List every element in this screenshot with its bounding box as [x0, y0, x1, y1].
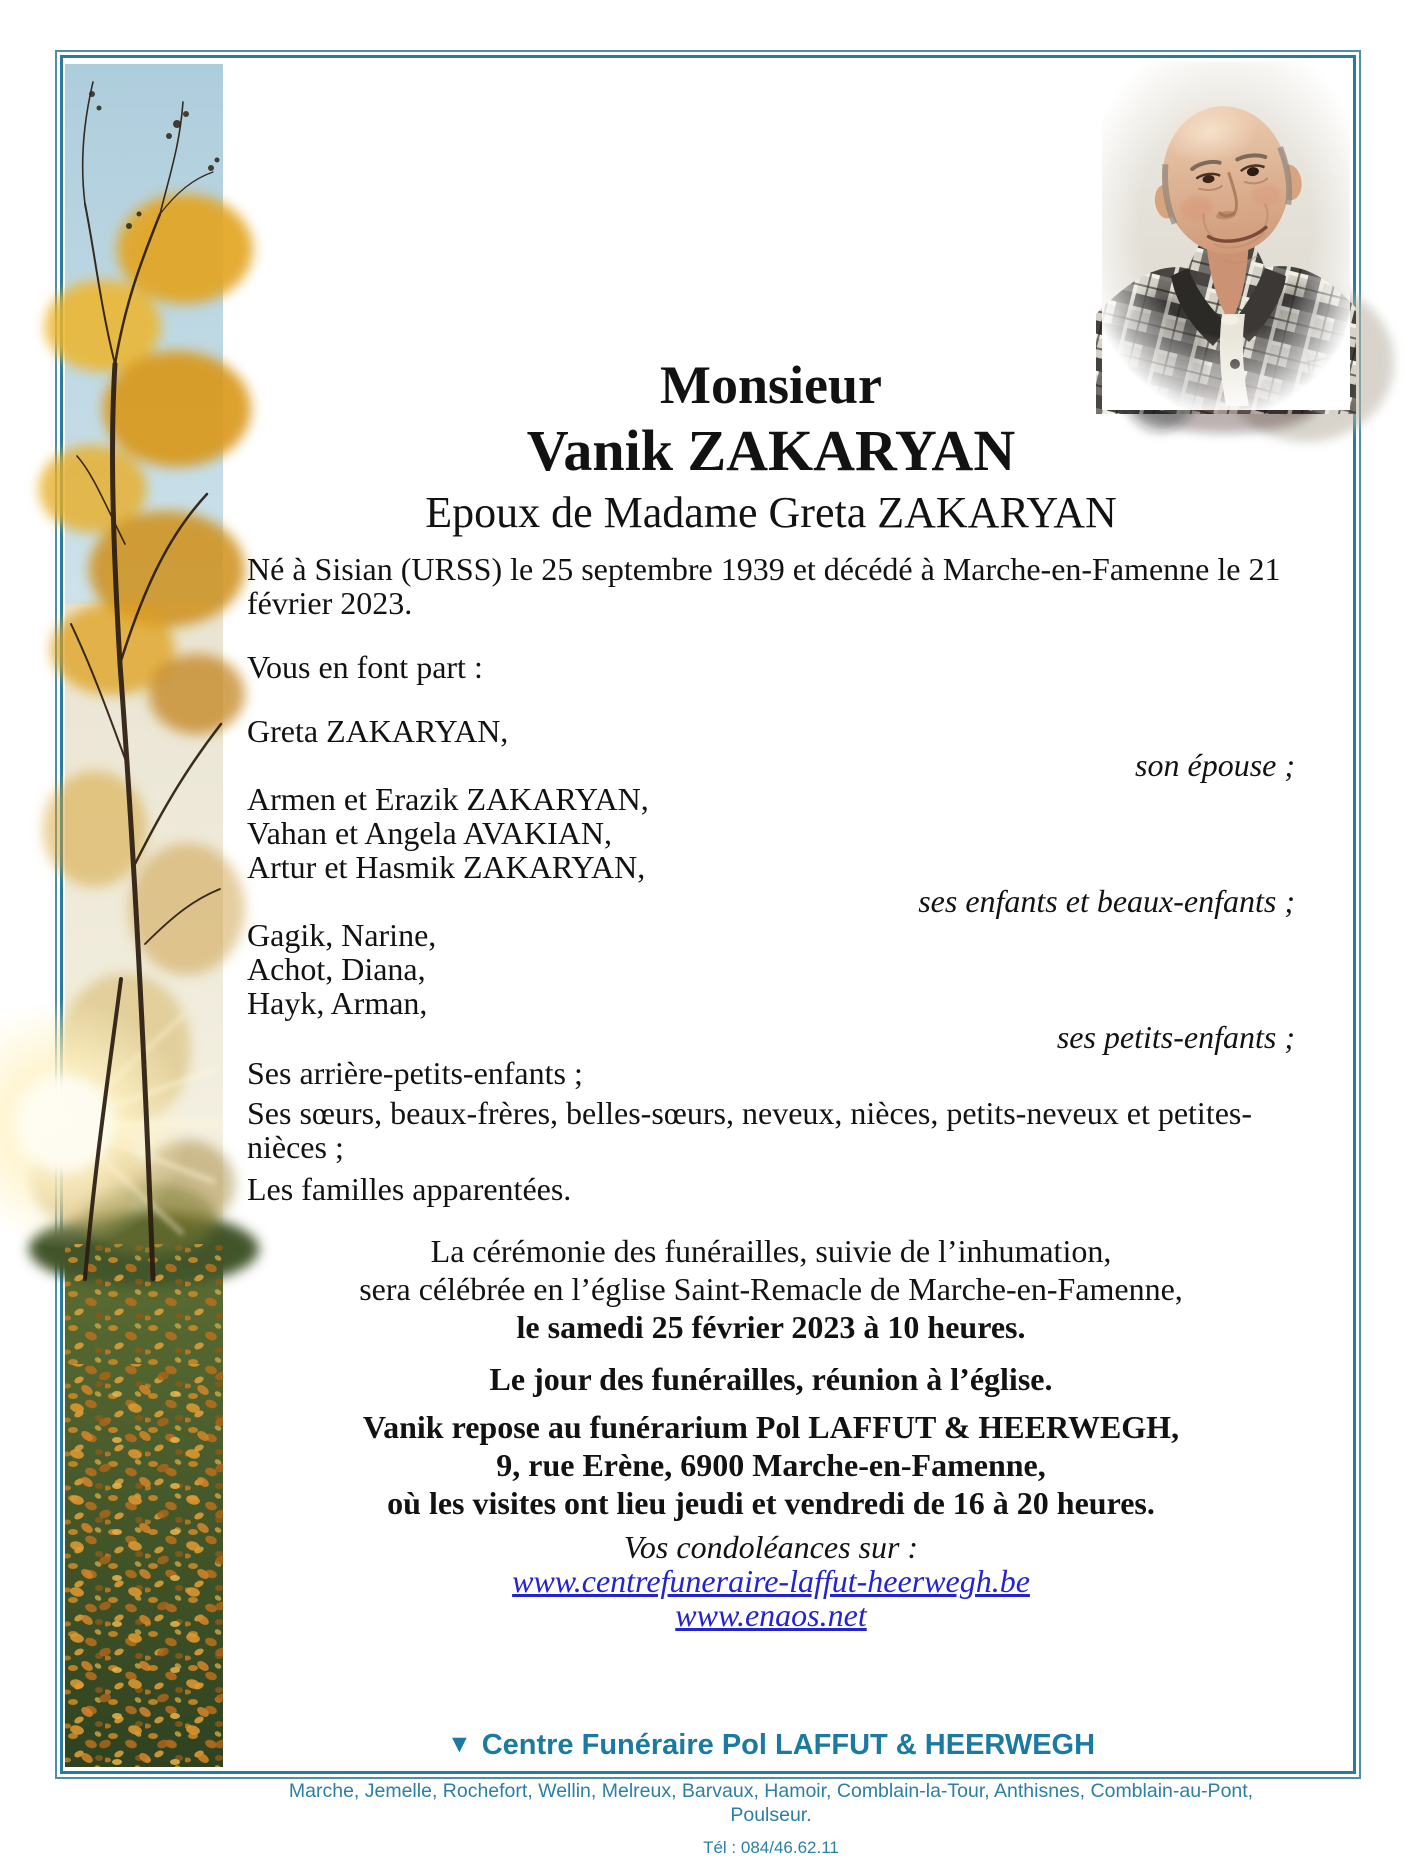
family-child: Vahan et Angela AVAKIAN, [247, 815, 612, 851]
extended-family-line: Ses sœurs, beaux-frères, belles-sœurs, neveux, nièces, petits-neveux et petites-nièces ; [247, 1095, 1253, 1165]
title-prefix: Monsieur [660, 355, 882, 415]
condolence-link-centrefuneraire[interactable]: www.centrefuneraire-laffut-heerwegh.be [512, 1563, 1030, 1599]
ceremony-date-line: le samedi 25 février 2023 à 10 heures. [516, 1309, 1026, 1345]
family-spouse: Greta ZAKARYAN, [247, 713, 509, 749]
deceased-name: Vanik ZAKARYAN [526, 418, 1016, 483]
triangle-logo-icon: ▼ [446, 1730, 472, 1758]
great-grandchildren-line: Ses arrière-petits-enfants ; [247, 1055, 583, 1091]
ceremony-block [247, 1232, 1295, 1346]
birth-death-line: Né à Sisian (URSS) le 25 septembre 1939 et décédé à Marche-en-Famenne le 21 février 2023. [247, 551, 1281, 621]
repose-block [247, 1408, 1295, 1522]
intro-line: Vous en font part : [247, 649, 483, 685]
funeral-home-header [247, 1728, 1295, 1763]
condolence-link-enaos[interactable]: www.enaos.net [675, 1597, 867, 1633]
repose-line-1: Vanik repose au funérarium Pol LAFFUT & HEERWEGH, [362, 1409, 1180, 1445]
spouse-line: Epoux de Madame Greta ZAKARYAN [425, 488, 1117, 537]
ceremony-line-2: sera célébrée en l’église Saint-Remacle de Marche-en-Famenne, [359, 1271, 1183, 1307]
related-families-line: Les familles apparentées. [247, 1171, 572, 1207]
condolences-block [247, 1530, 1295, 1632]
family-grandchild: Gagik, Narine, [247, 917, 437, 953]
family-grandchild: Hayk, Arman, [247, 985, 428, 1021]
ceremony-line-1: La cérémonie des funérailles, suivie de l’inhumation, [430, 1233, 1112, 1269]
repose-line-2: 9, rue Erène, 6900 Marche-en-Famenne, [496, 1447, 1046, 1483]
autumn-trees-photo [65, 64, 223, 1767]
family-grandchild: Achot, Diana, [247, 951, 426, 987]
family-spouse-role: son épouse ; [1135, 747, 1295, 783]
announcement-body [247, 0, 1295, 1859]
repose-line-3: où les visites ont lieu jeudi et vendredi de 16 à 20 heures. [387, 1485, 1155, 1521]
church-meeting-line: Le jour des funérailles, réunion à l’église. [489, 1361, 1053, 1397]
family-child: Armen et Erazik ZAKARYAN, [247, 781, 649, 817]
funeral-home-phone: Tél : 084/46.62.11 [703, 1838, 839, 1857]
family-grandchildren-role: ses petits-enfants ; [1056, 1019, 1295, 1055]
funeral-home-name: Centre Funéraire Pol LAFFUT & HEERWEGH [481, 1729, 1096, 1761]
family-child: Artur et Hasmik ZAKARYAN, [247, 849, 646, 885]
funeral-home-cities: Marche, Jemelle, Rochefort, Wellin, Melreux, Barvaux, Hamoir, Comblain-la-Tour, Anthisnes, Comblain-au-Pont, Poulseur. [288, 1780, 1254, 1826]
family-children-role: ses enfants et beaux-enfants ; [918, 883, 1295, 919]
family-list [247, 714, 1295, 1054]
condolences-label: Vos condoléances sur : [623, 1529, 919, 1565]
